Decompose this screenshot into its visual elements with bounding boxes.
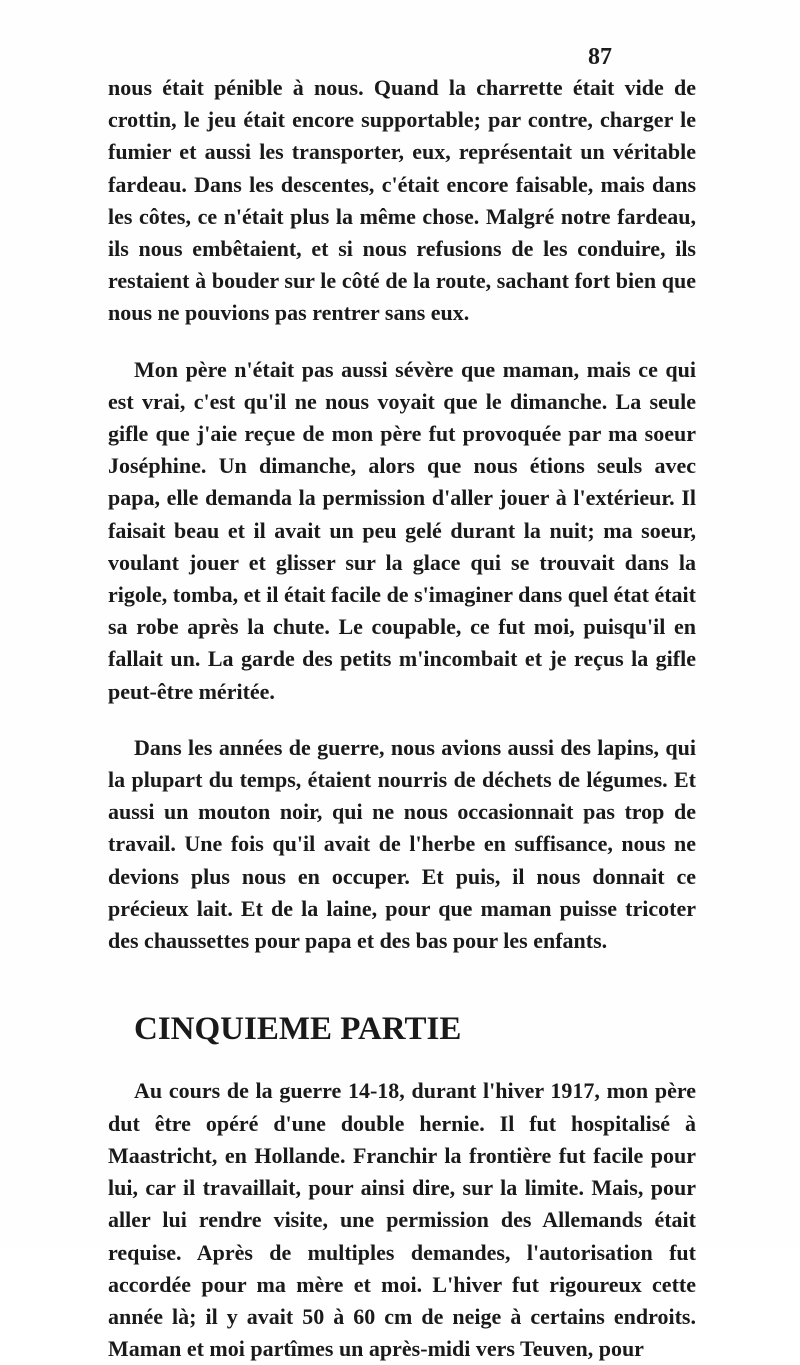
paragraph-1: nous était pénible à nous. Quand la charrette était vide de crottin, le jeu était encore supportable; par contre, charger le fumier et aussi les transporter, eux, représentait un véritable fardeau. Dans les descentes, c'était encore faisable, mais dans les côtes, ce n'était plus la même chose. Malgré notre fardeau, ils nous embêtaient, et si nous refusions de les conduire, ils restaient à bouder sur le côté de la route, sachant fort bien que nous ne pouvions pas rentrer sans eux. [108,75,696,326]
paragraph-3: Dans les années de guerre, nous avions aussi des lapins, qui la plupart du temps, étaient nourris de déchets de légumes. Et aussi un mouton noir, qui ne nous occasionnait pas trop de travail. Une fois qu'il avait de l'herbe en suffisance, nous ne devions plus nous en occuper. Et puis, il nous donnait ce précieux lait. Et de la laine, pour que maman puisse tricoter des chaussettes pour papa et des bas pour les enfants. [108,734,696,954]
paragraph-gap [108,708,696,732]
section-heading: CINQUIEME PARTIE [134,1011,462,1048]
heading-gap [108,1045,696,1075]
section-gap [108,957,696,1013]
page-content [108,72,696,1365]
paragraph-gap [108,330,696,354]
page-number: 87 [588,44,612,70]
section-paragraph: Au cours de la guerre 14-18, durant l'hiver 1917, mon père dut être opéré d'une double hernie. Il fut hospitalisé à Maastricht, en Hollande. Franchir la frontière fut facile pour lui, car il travaillait, pour ainsi dire, sur la limite. Mais, pour aller lui rendre visite, une permission des Allemands était requise. Après de multiples demandes, l'autorisation fut accordée pour ma mère et moi. L'hiver fut rigoureux cette année là; il y avait 50 à 60 cm de neige à certains endroits. Maman et moi partîmes un après-midi vers Teuven, pour [108,1078,696,1362]
paragraph-2: Mon père n'était pas aussi sévère que maman, mais ce qui est vrai, c'est qu'il ne nous voyait que le dimanche. La seule gifle que j'aie reçue de mon père fut provoquée par ma soeur Joséphine. Un dimanche, alors que nous étions seuls avec papa, elle demanda la permission d'aller jouer à l'extérieur. Il faisait beau et il avait un peu gelé durant la nuit; ma soeur, voulant jouer et glisser sur la glace qui se trouvait dans la rigole, tomba, et il était facile de s'imaginer dans quel état était sa robe après la chute. Le coupable, ce fut moi, puisqu'il en fallait un. La garde des petits m'incombait et je reçus la gifle peut-être méritée. [108,356,696,704]
